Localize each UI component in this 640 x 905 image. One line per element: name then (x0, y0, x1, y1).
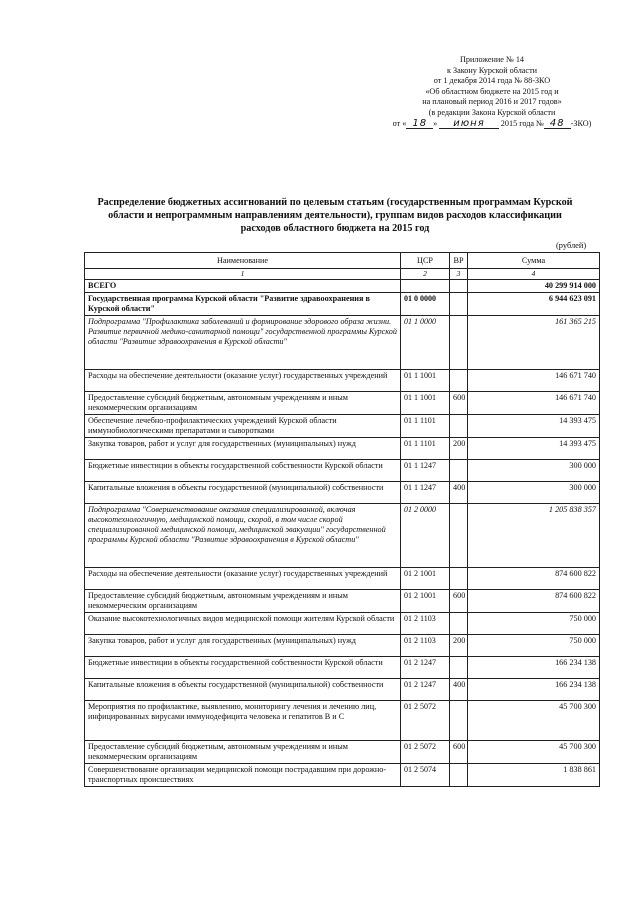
row-name: ВСЕГО (85, 280, 401, 293)
row-csr-code: 01 1 1247 (401, 482, 450, 504)
row-name: Подпрограмма "Совершенствование оказания специализированной, включая высокотехнологичную, медицинской помощи, скорой, в том числе скорой специализированной медицинской помощи, медицинской эвакуации" государственной программы Курской области "Развитие здравоохранения в Курской области" (85, 504, 401, 568)
row-vr-code: 200 (450, 438, 468, 460)
table-row (85, 590, 600, 613)
appendix-line: от 1 декабря 2014 года № 88-ЗКО (433, 76, 551, 86)
currency-note: (рублей) (556, 241, 587, 250)
row-vr-code: 400 (450, 679, 468, 701)
row-name: Оказание высокотехнологичных видов медицинской помощи жителям Курской области (85, 613, 401, 635)
row-csr-code: 01 2 1247 (401, 679, 450, 701)
row-name: Бюджетные инвестиции в объекты государственной собственности Курской области (85, 657, 401, 679)
column-number: 1 (85, 269, 401, 280)
row-name: Бюджетные инвестиции в объекты государственной собственности Курской области (85, 460, 401, 482)
header-sum: Сумма (468, 253, 600, 269)
row-name: Предоставление субсидий бюджетным, автономным учреждениям и иным некоммерческим организациям (85, 741, 401, 764)
row-csr-code: 01 1 1247 (401, 460, 450, 482)
amendment-number: 48 (544, 119, 571, 129)
row-name: Подпрограмма "Профилактика заболеваний и формирование здорового образа жизни. Развитие первичной медико-санитарной помощи" государственной программы Курской области "Развитие здравоохранения в Курской области" (85, 316, 401, 370)
row-sum: 750 000 (468, 613, 600, 635)
row-csr-code (401, 280, 450, 293)
row-sum: 1 838 861 (468, 764, 600, 787)
table-row (85, 392, 600, 415)
appendix-line: (в редакции Закона Курской области (428, 107, 556, 117)
table-row (85, 482, 600, 504)
row-sum: 161 365 215 (468, 316, 600, 370)
row-name: Расходы на обеспечение деятельности (оказание услуг) государственных учреждений (85, 568, 401, 590)
row-sum: 40 299 914 000 (468, 280, 600, 293)
row-sum: 1 205 838 357 (468, 504, 600, 568)
row-vr-code (450, 370, 468, 392)
header-name: Наименование (85, 253, 401, 269)
appendix-header (372, 55, 612, 129)
row-sum: 6 944 623 091 (468, 293, 600, 316)
row-csr-code: 01 1 0000 (401, 316, 450, 370)
row-vr-code (450, 415, 468, 438)
row-vr-code: 400 (450, 482, 468, 504)
row-sum: 14 393 475 (468, 415, 600, 438)
row-sum: 874 600 822 (468, 568, 600, 590)
row-vr-code (450, 316, 468, 370)
table-row (85, 701, 600, 741)
amendment-year: 2015 года № (500, 118, 544, 128)
table-row (85, 293, 600, 316)
row-name: Предоставление субсидий бюджетным, автономным учреждениям и иным некоммерческим организациям (85, 590, 401, 613)
row-vr-code (450, 460, 468, 482)
row-name: Обеспечение лечебно-профилактических учреждений Курской области иммунобиологическими препаратами и сыворотками (85, 415, 401, 438)
row-name: Государственная программа Курской области "Развитие здравоохранения в Курской области" (85, 293, 401, 316)
table-row (85, 764, 600, 787)
table-row (85, 504, 600, 568)
row-name: Предоставление субсидий бюджетным, автономным учреждениям и иным некоммерческим организациям (85, 392, 401, 415)
row-name: Расходы на обеспечение деятельности (оказание услуг) государственных учреждений (85, 370, 401, 392)
row-csr-code: 01 2 5074 (401, 764, 450, 787)
appendix-line: на плановый период 2016 и 2017 годов» (422, 97, 562, 107)
row-sum: 300 000 (468, 482, 600, 504)
row-sum: 874 600 822 (468, 590, 600, 613)
amendment-month: июня (439, 119, 498, 129)
row-csr-code: 01 2 5072 (401, 741, 450, 764)
header-csr: ЦСР (401, 253, 450, 269)
row-vr-code: 600 (450, 741, 468, 764)
row-csr-code: 01 2 1103 (401, 635, 450, 657)
row-sum: 146 671 740 (468, 370, 600, 392)
table-row (85, 415, 600, 438)
table-row (85, 613, 600, 635)
budget-table (84, 252, 600, 787)
document-title: Распределение бюджетных ассигнований по целевым статьям (государственным программам Курской области и непрограммным направлениям деятельности), группам видов расходов классификации расходов областного бюджета на 2015 год (97, 197, 573, 234)
appendix-line: Приложение № 14 (459, 55, 525, 64)
row-name: Закупка товаров, работ и услуг для государственных (муниципальных) нужд (85, 635, 401, 657)
row-vr-code (450, 701, 468, 741)
amendment-quote: » (433, 118, 438, 128)
row-csr-code: 01 2 0000 (401, 504, 450, 568)
row-sum: 14 393 475 (468, 438, 600, 460)
amendment-line (372, 119, 612, 130)
table-row (85, 568, 600, 590)
appendix-line: к Закону Курской области (446, 65, 538, 75)
budget-table-body (85, 280, 600, 787)
amendment-suffix: -ЗКО) (570, 118, 592, 128)
row-sum: 166 234 138 (468, 679, 600, 701)
row-sum: 166 234 138 (468, 657, 600, 679)
row-vr-code (450, 504, 468, 568)
row-csr-code: 01 2 5072 (401, 701, 450, 741)
appendix-line: «Об областном бюджете на 2015 год и (425, 86, 559, 96)
row-sum: 750 000 (468, 635, 600, 657)
header-vr: ВР (450, 253, 468, 269)
table-row (85, 316, 600, 370)
table-row (85, 657, 600, 679)
row-name: Мероприятия по профилактике, выявлению, мониторингу лечения и лечению лиц, инфицированных вирусами иммунодефицита человека и гепатитов В и С (85, 701, 401, 741)
row-csr-code: 01 2 1103 (401, 613, 450, 635)
row-vr-code (450, 280, 468, 293)
row-vr-code (450, 657, 468, 679)
row-vr-code (450, 764, 468, 787)
column-number: 4 (468, 269, 600, 280)
row-vr-code (450, 293, 468, 316)
row-vr-code: 200 (450, 635, 468, 657)
row-vr-code (450, 613, 468, 635)
row-name: Капитальные вложения в объекты государственной (муниципальной) собственности (85, 482, 401, 504)
table-row (85, 280, 600, 293)
row-name: Закупка товаров, работ и услуг для государственных (муниципальных) нужд (85, 438, 401, 460)
row-csr-code: 01 0 0000 (401, 293, 450, 316)
column-number: 2 (401, 269, 450, 280)
column-number: 3 (450, 269, 468, 280)
table-row (85, 741, 600, 764)
row-name: Капитальные вложения в объекты государственной (муниципальной) собственности (85, 679, 401, 701)
row-csr-code: 01 2 1001 (401, 568, 450, 590)
row-csr-code: 01 1 1101 (401, 438, 450, 460)
row-vr-code: 600 (450, 392, 468, 415)
row-sum: 146 671 740 (468, 392, 600, 415)
table-row (85, 438, 600, 460)
row-sum: 300 000 (468, 460, 600, 482)
row-csr-code: 01 2 1001 (401, 590, 450, 613)
amendment-day: 18 (406, 119, 433, 129)
table-row (85, 679, 600, 701)
row-csr-code: 01 2 1247 (401, 657, 450, 679)
table-row (85, 370, 600, 392)
row-csr-code: 01 1 1001 (401, 370, 450, 392)
amendment-prefix: от « (392, 118, 407, 128)
row-vr-code (450, 568, 468, 590)
row-csr-code: 01 1 1001 (401, 392, 450, 415)
row-csr-code: 01 1 1101 (401, 415, 450, 438)
table-row (85, 460, 600, 482)
row-vr-code: 600 (450, 590, 468, 613)
row-sum: 45 700 300 (468, 741, 600, 764)
row-sum: 45 700 300 (468, 701, 600, 741)
row-name: Совершенствование организации медицинской помощи пострадавшим при дорожно-транспортных происшествиях (85, 764, 401, 787)
table-row (85, 635, 600, 657)
